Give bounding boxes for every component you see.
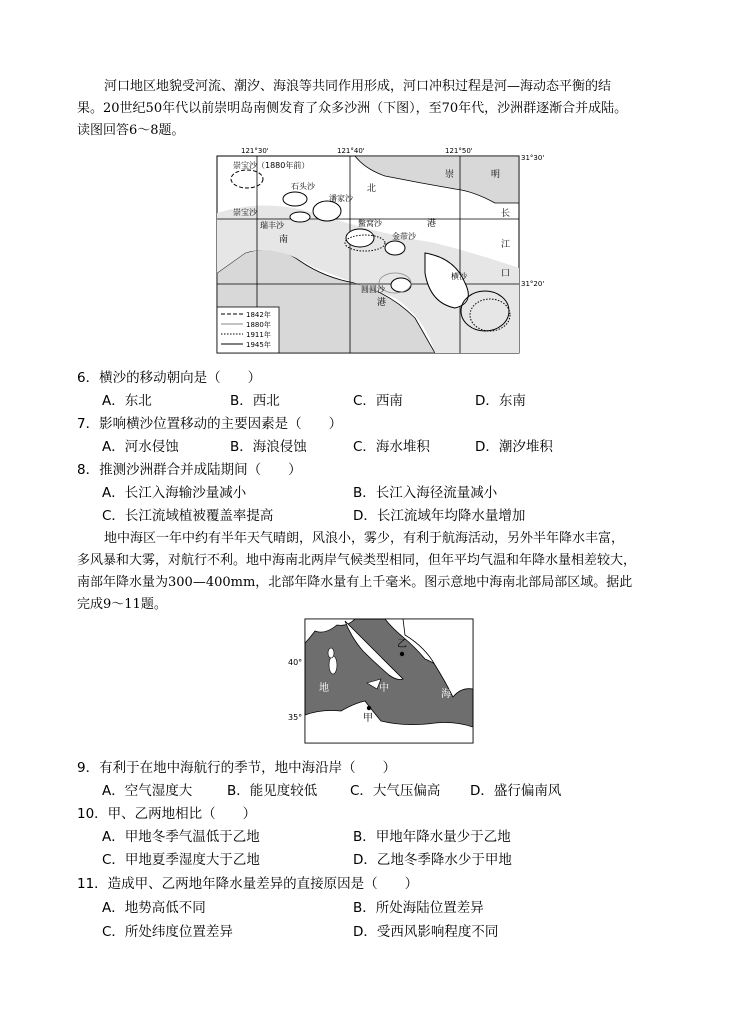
label-kou: 口 bbox=[501, 269, 511, 279]
q7-option-b: B．海浪侵蚀 bbox=[230, 439, 307, 455]
intro2-line4: 完成9～11题。 bbox=[77, 597, 167, 612]
label-nan: 南 bbox=[279, 235, 289, 245]
lon-121-40: 121°40' bbox=[337, 147, 365, 155]
label-jia: 甲 bbox=[363, 713, 373, 724]
q9-option-a: A．空气湿度大 bbox=[102, 783, 193, 799]
label-chongbao: 崇宝沙 bbox=[233, 208, 257, 217]
q9-option-b: B．能见度较低 bbox=[227, 783, 318, 799]
q9-stem: 9．有利于在地中海航行的季节，地中海沿岸（ ） bbox=[77, 760, 397, 776]
label-shitou: 石头沙 bbox=[291, 182, 315, 191]
label-biewo: 鳖窝沙 bbox=[358, 219, 382, 228]
label-di: 地 bbox=[319, 683, 329, 694]
lon-121-30: 121°30' bbox=[241, 147, 269, 155]
label-yuanyuan: 圆圆沙 bbox=[361, 285, 385, 294]
q8-option-a: A．长江入海输沙量减小 bbox=[102, 485, 247, 501]
intro1-line2: 果。20世纪50年代以前崇明岛南侧发育了众多沙洲（下图），至70年代，沙洲群逐渐合并成陆。 bbox=[77, 101, 628, 116]
intro2-line1: 地中海区一年中约有半年天气晴朗，风浪小，雾少，有利于航海活动，另外半年降水丰富， bbox=[104, 531, 625, 546]
legend-1945: 1945年 bbox=[246, 341, 271, 349]
intro1-line3: 读图回答6～8题。 bbox=[77, 123, 185, 138]
label-jiang: 江 bbox=[501, 240, 511, 250]
yangtze-estuary-map bbox=[205, 143, 555, 357]
q7-stem: 7．影响横沙位置移动的主要因素是（ ） bbox=[77, 416, 343, 432]
label-gang-2: 港 bbox=[377, 298, 387, 308]
label-panjia: 潘家沙 bbox=[329, 194, 353, 203]
legend-1880: 1880年 bbox=[246, 321, 271, 329]
q11-option-c: C．所处纬度位置差异 bbox=[102, 924, 233, 940]
lat-31-20: 31°20' bbox=[521, 280, 545, 288]
q6-option-c: C．西南 bbox=[353, 393, 403, 409]
label-chang: 长 bbox=[501, 209, 511, 219]
intro2-line2: 多风暴和大雾，对航行不利。地中海南北两岸气候类型相同，但年平均气温和年降水量相差较大， bbox=[77, 553, 637, 568]
label-chong: 崇 bbox=[445, 170, 455, 180]
q9-option-c: C．大气压偏高 bbox=[350, 783, 441, 799]
q10-stem: 10．甲、乙两地相比（ ） bbox=[77, 806, 257, 822]
q6-option-a: A．东北 bbox=[102, 393, 152, 409]
label-gang-1: 港 bbox=[427, 219, 437, 229]
q7-option-d: D．潮汐堆积 bbox=[475, 439, 553, 455]
mediterranean-map bbox=[285, 617, 477, 747]
q10-option-b: B．甲地年降水量少于乙地 bbox=[353, 829, 511, 845]
legend-1842: 1842年 bbox=[246, 311, 271, 319]
q10-option-c: C．甲地夏季湿度大于乙地 bbox=[102, 852, 260, 868]
q8-option-b: B．长江入海径流量减小 bbox=[353, 485, 498, 501]
q11-stem: 11．造成甲、乙两地年降水量差异的直接原因是（ ） bbox=[77, 876, 419, 892]
label-jindai: 金带沙 bbox=[392, 232, 416, 241]
legend-1911: 1911年 bbox=[246, 331, 271, 339]
q10-option-d: D．乙地冬季降水少于甲地 bbox=[353, 852, 512, 868]
q9-option-d: D．盛行偏南风 bbox=[470, 783, 562, 799]
q11-option-a: A．地势高低不同 bbox=[102, 900, 206, 916]
label-chongbao-1880: 崇宝沙（1880年前） bbox=[233, 161, 310, 170]
q8-option-d: D．长江流域年均降水量增加 bbox=[353, 508, 526, 524]
label-ruifeng: 瑞丰沙 bbox=[260, 221, 284, 230]
label-ming: 明 bbox=[491, 170, 501, 180]
q6-stem: 6．横沙的移动朝向是（ ） bbox=[77, 370, 262, 386]
q11-option-d: D．受西风影响程度不同 bbox=[353, 924, 499, 940]
label-hai: 海 bbox=[441, 689, 451, 700]
q7-option-c: C．海水堆积 bbox=[353, 439, 430, 455]
q8-option-c: C．长江流域植被覆盖率提高 bbox=[102, 508, 274, 524]
q8-stem: 8．推测沙洲群合并成陆期间（ ） bbox=[77, 462, 302, 478]
q6-option-b: B．西北 bbox=[230, 393, 280, 409]
label-hengsha: 横沙 bbox=[451, 272, 467, 281]
lon-121-50: 121°50' bbox=[445, 147, 473, 155]
q6-option-d: D．东南 bbox=[475, 393, 526, 409]
lat-35: 35° bbox=[288, 713, 303, 722]
q7-option-a: A．河水侵蚀 bbox=[102, 439, 179, 455]
intro1-line1: 河口地区地貌受河流、潮汐、海浪等共同作用形成，河口冲积过程是河—海动态平衡的结 bbox=[104, 79, 612, 94]
q10-option-a: A．甲地冬季气温低于乙地 bbox=[102, 829, 260, 845]
lat-31-30: 31°30' bbox=[521, 154, 545, 162]
lat-40: 40° bbox=[288, 658, 303, 667]
label-zhong: 中 bbox=[379, 683, 389, 694]
label-bei: 北 bbox=[367, 184, 377, 194]
intro2-line3: 南部年降水量为300—400mm，北部年降水量有上千毫米。图示意地中海南北部局部区域。据此 bbox=[77, 575, 633, 590]
q11-option-b: B．所处海陆位置差异 bbox=[353, 900, 484, 916]
label-yi: 乙 bbox=[397, 639, 407, 650]
